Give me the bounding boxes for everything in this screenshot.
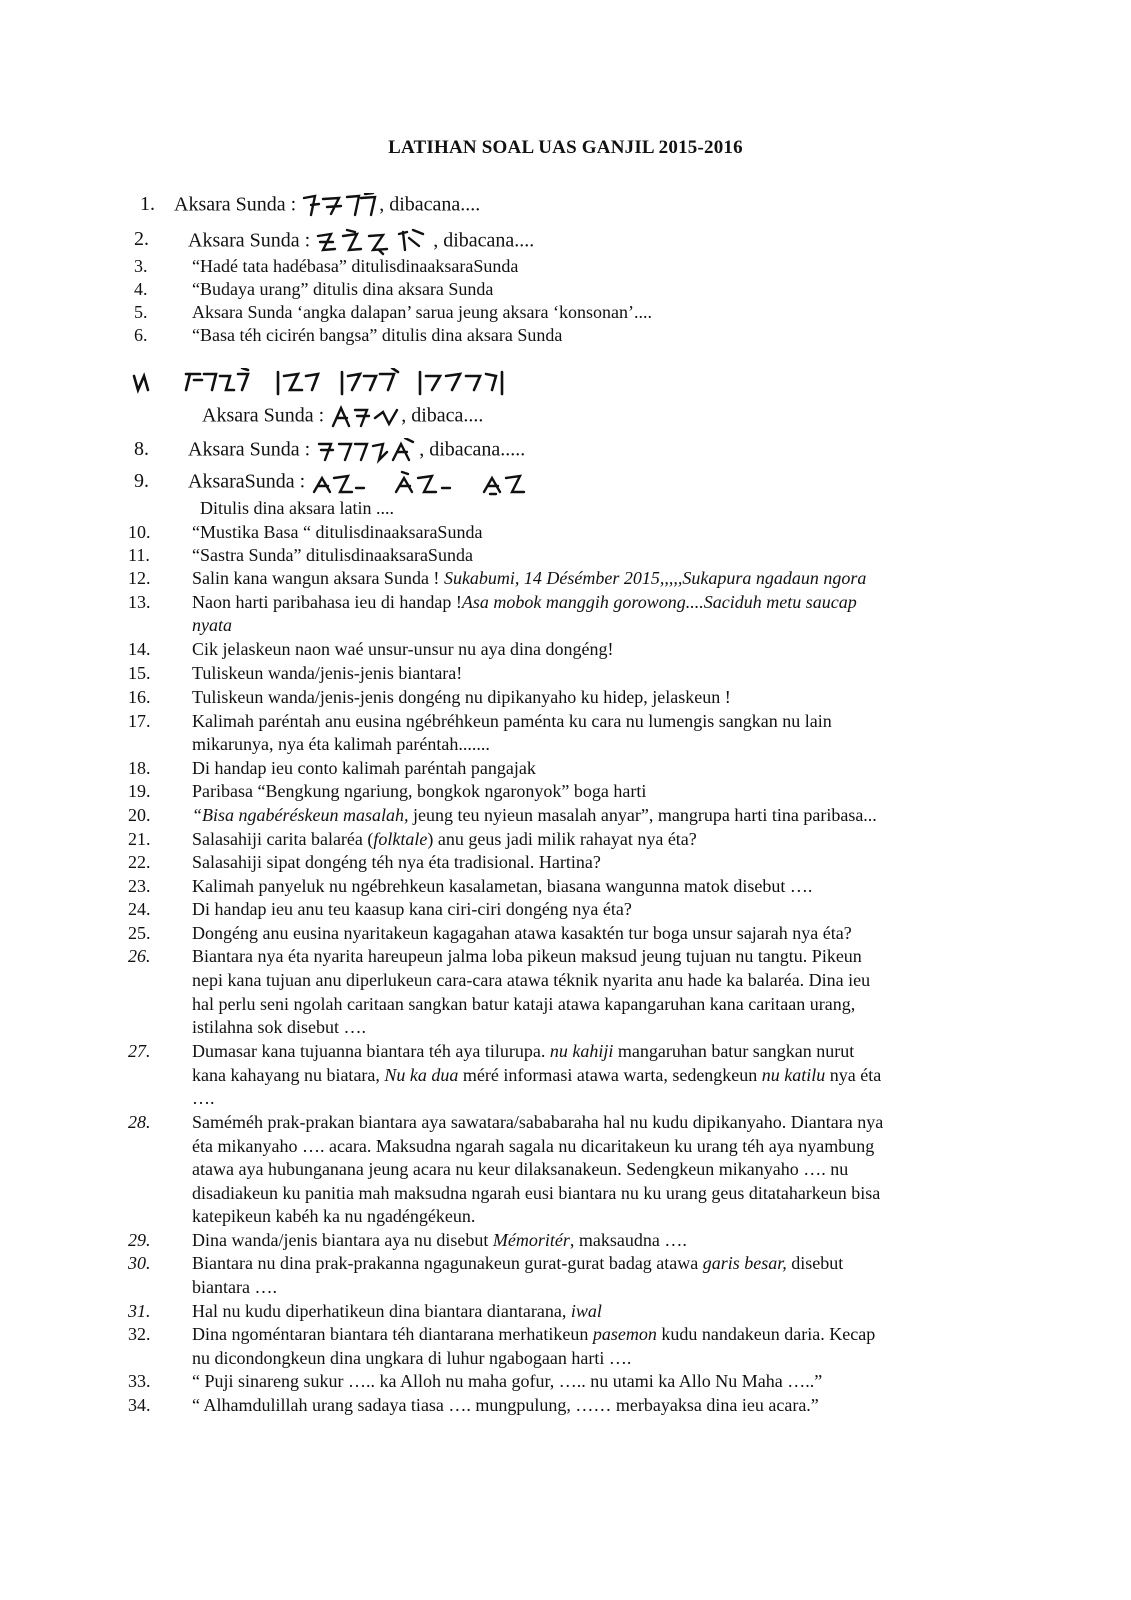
question-number: 2. bbox=[134, 228, 149, 250]
question-text: kudu nandakeun daria. Kecap bbox=[656, 1324, 876, 1344]
question-number: 18. bbox=[128, 758, 151, 778]
question-text: …. bbox=[192, 1088, 215, 1108]
question-text: biantara …. bbox=[192, 1277, 277, 1297]
question-text: nya éta bbox=[825, 1065, 882, 1085]
question-text: Biantara nya éta nyarita hareupeun jalma loba pikeun maksud jeung tujuan nu tangtu. Pikeun bbox=[192, 946, 862, 966]
question-number: 33. bbox=[128, 1371, 151, 1391]
question-text: atawa aya hubunganana jeung acara nu keur dilaksanakeun. Sedengkeun mikanyaho …. nu bbox=[192, 1159, 849, 1179]
question-text: “Basa téh cicirén bangsa” ditulis dina aksara Sunda bbox=[192, 325, 563, 345]
question-number: 17. bbox=[128, 711, 151, 731]
question-italic-text: nyata bbox=[192, 615, 232, 635]
question-text: mangaruhan batur sangkan nurut bbox=[613, 1041, 855, 1061]
question-number: 27. bbox=[128, 1041, 151, 1061]
question-italic-text: garis besar, bbox=[702, 1253, 787, 1273]
question-number: 20. bbox=[128, 805, 151, 825]
question-suffix: , dibacana.... bbox=[379, 193, 481, 216]
question-text: nepi kana tujuan anu diperlukeun cara-cara atawa téknik nyarita anu hade ka balaréa. Dina ieu bbox=[192, 970, 871, 990]
question-text: Biantara nu dina prak-prakanna ngagunakeun gurat-gurat badag atawa bbox=[192, 1253, 703, 1273]
question-text: Dina ngoméntaran biantara téh diantarana merhatikeun bbox=[192, 1324, 593, 1344]
question-text: Dumasar kana tujuanna biantara téh aya tilurupa. bbox=[192, 1041, 550, 1061]
sundanese-script-image bbox=[329, 404, 401, 430]
question-italic-text: “Bisa ngabéréskeun masalah, bbox=[192, 805, 409, 825]
question-number: 16. bbox=[128, 687, 151, 707]
question-text: AksaraSunda : bbox=[188, 470, 306, 493]
question-text: Aksara Sunda : bbox=[174, 193, 297, 216]
question-text: “Hadé tata hadébasa” ditulisdinaaksaraSunda bbox=[192, 256, 519, 276]
question-italic-text: nu kahiji bbox=[549, 1041, 614, 1061]
question-number: 11. bbox=[128, 545, 150, 565]
sundanese-script-image bbox=[310, 470, 550, 496]
question-text: Tuliskeun wanda/jenis-jenis biantara! bbox=[192, 663, 463, 683]
question-number: 12. bbox=[128, 568, 151, 588]
question-number: 14. bbox=[128, 639, 151, 659]
question-text: Aksara Sunda : bbox=[202, 404, 325, 427]
question-text: istilahna sok disebut …. bbox=[192, 1017, 366, 1037]
question-text: “ Puji sinareng sukur ….. ka Alloh nu maha gofur, ….. nu utami ka Allo Nu Maha …..” bbox=[192, 1371, 823, 1391]
question-number: 5. bbox=[134, 302, 148, 322]
question-italic-text: Asa mobok manggih gorowong....Saciduh metu saucap bbox=[461, 592, 857, 612]
question-text: Dina wanda/jenis biantara aya nu disebut bbox=[192, 1230, 493, 1250]
question-text: mikarunya, nya éta kalimah paréntah....... bbox=[192, 734, 490, 754]
question-text: Aksara Sunda : bbox=[188, 438, 311, 461]
question-number: 32. bbox=[128, 1324, 151, 1344]
question-number: 23. bbox=[128, 876, 151, 896]
question-number: 28. bbox=[128, 1112, 151, 1132]
question-text: Hal nu kudu diperhatikeun dina biantara diantarana, bbox=[192, 1301, 571, 1321]
question-text: Salasahiji carita balaréa ( bbox=[192, 829, 374, 849]
question-text: kana kahayang nu biatara, bbox=[192, 1065, 385, 1085]
question-text: Naon harti paribahasa ieu di handap ! bbox=[192, 592, 462, 612]
question-text: Aksara Sunda : bbox=[188, 229, 311, 252]
question-text: Salasahiji sipat dongéng téh nya éta tradisional. Hartina? bbox=[192, 852, 601, 872]
question-suffix: , dibacana.... bbox=[433, 229, 535, 252]
question-text: nu dicondongkeun dina ungkara di luhur ngabogaan harti …. bbox=[192, 1348, 632, 1368]
question-italic-text: iwal bbox=[570, 1301, 602, 1321]
question-text: katepikeun kabéh ka nu ngadéngékeun. bbox=[192, 1206, 476, 1226]
question-number: 34. bbox=[128, 1395, 151, 1415]
question-text: Aksara Sunda ‘angka dalapan’ sarua jeung aksara ‘konsonan’.... bbox=[192, 302, 652, 322]
question-number: 24. bbox=[128, 899, 151, 919]
question-number: 10. bbox=[128, 522, 151, 542]
question-italic-text: Sukabumi, 14 Désémber 2015,,,,,Sukapura ngadaun ngora bbox=[443, 568, 867, 588]
question-text: Ditulis dina aksara latin .... bbox=[200, 498, 394, 518]
question-text: Di handap ieu conto kalimah paréntah pangajak bbox=[192, 758, 536, 778]
question-number: 3. bbox=[134, 256, 148, 276]
page-title: LATIHAN SOAL UAS GANJIL 2015-2016 bbox=[388, 137, 743, 158]
question-number: 31. bbox=[128, 1301, 151, 1321]
question-text: éta mikanyaho …. acara. Maksudna ngarah sagala nu dicaritakeun ku urang téh aya nyambung bbox=[192, 1136, 875, 1156]
sundanese-script-line-image bbox=[130, 368, 510, 405]
question-text: hal perlu seni ngolah caritaan sangkan batur kataji atawa kapangaruhan kana caritaan urang, bbox=[192, 994, 856, 1014]
question-number: 8. bbox=[134, 438, 149, 460]
question-number: 22. bbox=[128, 852, 151, 872]
sundanese-script-image bbox=[315, 438, 419, 464]
question-number: 9. bbox=[134, 470, 149, 492]
question-number: 1. bbox=[140, 193, 155, 215]
question-text: , maksaudna …. bbox=[569, 1230, 687, 1250]
question-text: Dongéng anu eusina nyaritakeun kagagahan atawa kasaktén tur boga unsur sajarah nya éta? bbox=[192, 923, 852, 943]
question-number: 13. bbox=[128, 592, 151, 612]
question-text: Kalimah paréntah anu eusina ngébréhkeun paménta ku cara nu lumengis sangkan nu lain bbox=[192, 711, 832, 731]
question-number: 26. bbox=[128, 946, 151, 966]
question-number: 6. bbox=[134, 325, 148, 345]
question-text: Paribasa “Bengkung ngariung, bongkok ngaronyok” boga harti bbox=[192, 781, 647, 801]
question-italic-text: Mémoritér bbox=[492, 1230, 570, 1250]
question-suffix: , dibaca.... bbox=[401, 404, 484, 427]
question-italic-text: Nu ka dua bbox=[384, 1065, 459, 1085]
question-text: jeung teu nyieun masalah anyar”, mangrupa harti tina paribasa... bbox=[408, 805, 877, 825]
question-number: 30. bbox=[128, 1253, 151, 1273]
question-text: Tuliskeun wanda/jenis-jenis dongéng nu dipikanyaho ku hidep, jelaskeun ! bbox=[192, 687, 731, 707]
sundanese-script-image bbox=[301, 193, 379, 219]
question-italic-text: pasemon bbox=[592, 1324, 657, 1344]
question-text: “ Alhamdulillah urang sadaya tiasa …. mungpulung, …… merbayaksa dina ieu acara.” bbox=[192, 1395, 819, 1415]
question-number: 25. bbox=[128, 923, 151, 943]
question-text: “Budaya urang” ditulis dina aksara Sunda bbox=[192, 279, 494, 299]
question-italic-text: nu katilu bbox=[761, 1065, 826, 1085]
question-text: Salin kana wangun aksara Sunda ! bbox=[192, 568, 440, 588]
question-suffix: , dibacana..... bbox=[419, 438, 526, 461]
question-text: disebut bbox=[786, 1253, 844, 1273]
question-number: 21. bbox=[128, 829, 151, 849]
question-text: “Sastra Sunda” ditulisdinaaksaraSunda bbox=[192, 545, 473, 565]
question-number: 29. bbox=[128, 1230, 151, 1250]
question-text: Di handap ieu anu teu kaasup kana ciri-ciri dongéng nya éta? bbox=[192, 899, 632, 919]
question-number: 4. bbox=[134, 279, 148, 299]
sundanese-script-image bbox=[315, 228, 433, 256]
question-text: Kalimah panyeluk nu ngébrehkeun kasalametan, biasana wangunna matok disebut …. bbox=[192, 876, 813, 896]
question-number: 19. bbox=[128, 781, 151, 801]
question-text: “Mustika Basa “ ditulisdinaaksaraSunda bbox=[192, 522, 483, 542]
question-number: 15. bbox=[128, 663, 151, 683]
question-text: Saméméh prak-prakan biantara aya sawatara/sababaraha hal nu kudu dipikanyaho. Diantara nya bbox=[192, 1112, 884, 1132]
question-text: disadiakeun ku panitia mah maksudna ngarah eusi biantara nu ku urang geus ditataharkeun bisa bbox=[192, 1183, 881, 1203]
question-italic-text: folktale bbox=[373, 829, 428, 849]
question-text: méré informasi atawa warta, sedengkeun bbox=[458, 1065, 762, 1085]
question-text: ) anu geus jadi milik rahayat nya éta? bbox=[427, 829, 697, 849]
question-text: Cik jelaskeun naon waé unsur-unsur nu aya dina dongéng! bbox=[192, 639, 614, 659]
